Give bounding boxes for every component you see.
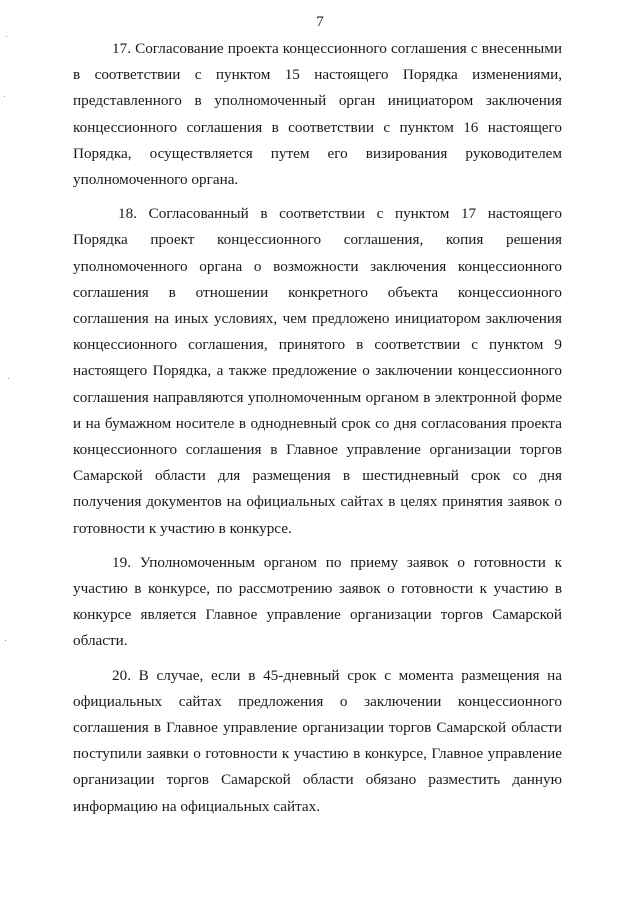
text-line: концессионного соглашения в соответствии с пунктом 16 настоящего [73,118,562,136]
text-line: официальных сайтах предложения о заключении концессионного [73,692,562,710]
text-line: уполномоченного органа о возможности заключения концессионного [73,257,562,275]
text-line: соглашения на иных условиях, чем предложено инициатором заключения [73,310,562,328]
text-line: 20. В случае, если в 45-дневный срок с момента размещения на [112,666,562,684]
text-line: концессионного соглашения, принятого в соответствии с пунктом 9 [73,336,562,354]
text-line: организации торгов Самарской области обязано разместить данную [73,771,562,789]
scan-speck [5,640,6,641]
text-line: Самарской области для размещения в шестидневный срок со дня [73,467,562,485]
text-line: готовности к участию в конкурсе. [73,519,292,537]
text-line: области. [73,632,128,650]
text-line: получения документов на официальных сайтах в целях принятия заявок о [73,493,562,511]
text-line: 17. Согласование проекта концессионного соглашения с внесенными [112,40,562,57]
text-line: соглашения в Главное управление организации торгов Самарской области [73,719,562,737]
scan-speck [4,96,5,97]
text-line: концессионного соглашения в Главное управление организации торгов [73,441,562,459]
scan-speck [6,36,7,37]
paragraph-17 [73,36,562,193]
text-line: Порядка, осуществляется путем его визирования руководителем [73,144,562,162]
text-line: 19. Уполномоченным органом по приему заявок о готовности к [112,553,562,571]
text-line: настоящего Порядка, а также предложение о заключении концессионного [73,362,562,380]
text-line: участию в конкурсе, по рассмотрению заявок о готовности к участию в [73,580,562,598]
page-number: 7 [316,14,324,30]
paragraph-19 [73,550,562,655]
document-body [73,36,562,828]
paragraph-18 [73,201,562,542]
text-line: 18. Согласованный в соответствии с пунктом 17 настоящего [118,205,562,223]
text-line: соглашения направляются уполномоченным органом в электронной форме [73,388,562,406]
text-line: Порядка проект концессионного соглашения, копия решения [73,231,562,249]
text-line: представленного в уполномоченный орган инициатором заключения [73,92,562,110]
paragraph-20 [73,663,562,820]
text-line: информацию на официальных сайтах. [73,797,321,815]
text-line: конкурсе является Главное управление организации торгов Самарской [73,606,562,624]
text-line: и на бумажном носителе в однодневный срок со дня согласования проекта [73,414,562,432]
scan-speck [8,378,9,379]
text-line: поступили заявки о готовности к участию в конкурсе, Главное управление [73,745,562,763]
text-line: соглашения в отношении конкретного объекта концессионного [73,283,562,301]
text-line: уполномоченного органа. [73,171,239,189]
text-line: в соответствии с пунктом 15 настоящего Порядка изменениями, [73,66,562,84]
